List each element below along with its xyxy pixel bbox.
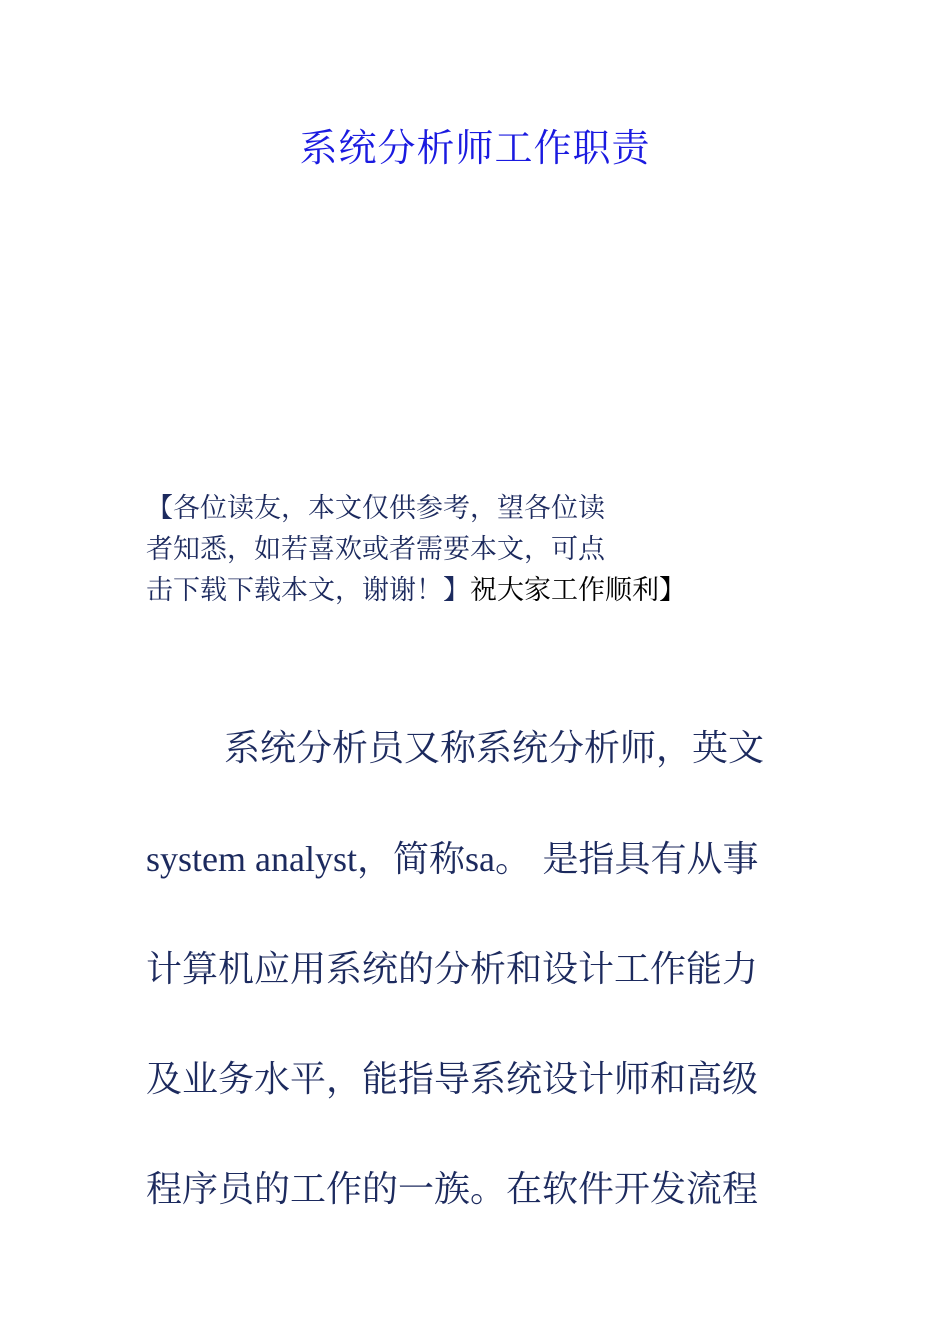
body-line-5: 程序员的工作的一族。在软件开发流程 <box>146 1169 759 1210</box>
body-line-3: 计算机应用系统的分析和设计工作能力 <box>146 949 759 990</box>
notice-wish-text: 祝大家工作顺利】 <box>470 575 686 606</box>
notice-line-2: 者知悉，如若喜欢或者需要本文，可点 <box>146 534 605 565</box>
notice-download-text: 击下载下载本文，谢谢！】 <box>146 575 470 606</box>
english-term: system analyst <box>146 839 357 879</box>
notice-line-1: 【各位读友，本文仅供参考，望各位读 <box>146 493 605 524</box>
body-line-1: 系统分析员又称系统分析师，英文 <box>224 728 765 769</box>
page-title: 系统分析师工作职责 <box>299 126 651 170</box>
body-line-2-mid: ，简称 <box>356 839 465 880</box>
body-line-4: 及业务水平，能指导系统设计师和高级 <box>146 1059 759 1100</box>
abbreviation: sa <box>465 839 495 879</box>
body-paragraph <box>146 694 818 1245</box>
body-line-2 <box>146 804 818 915</box>
body-line-2-rest: 。 是指具有从事 <box>495 839 759 880</box>
notice-line-3 <box>146 570 786 611</box>
reader-notice <box>146 488 786 611</box>
